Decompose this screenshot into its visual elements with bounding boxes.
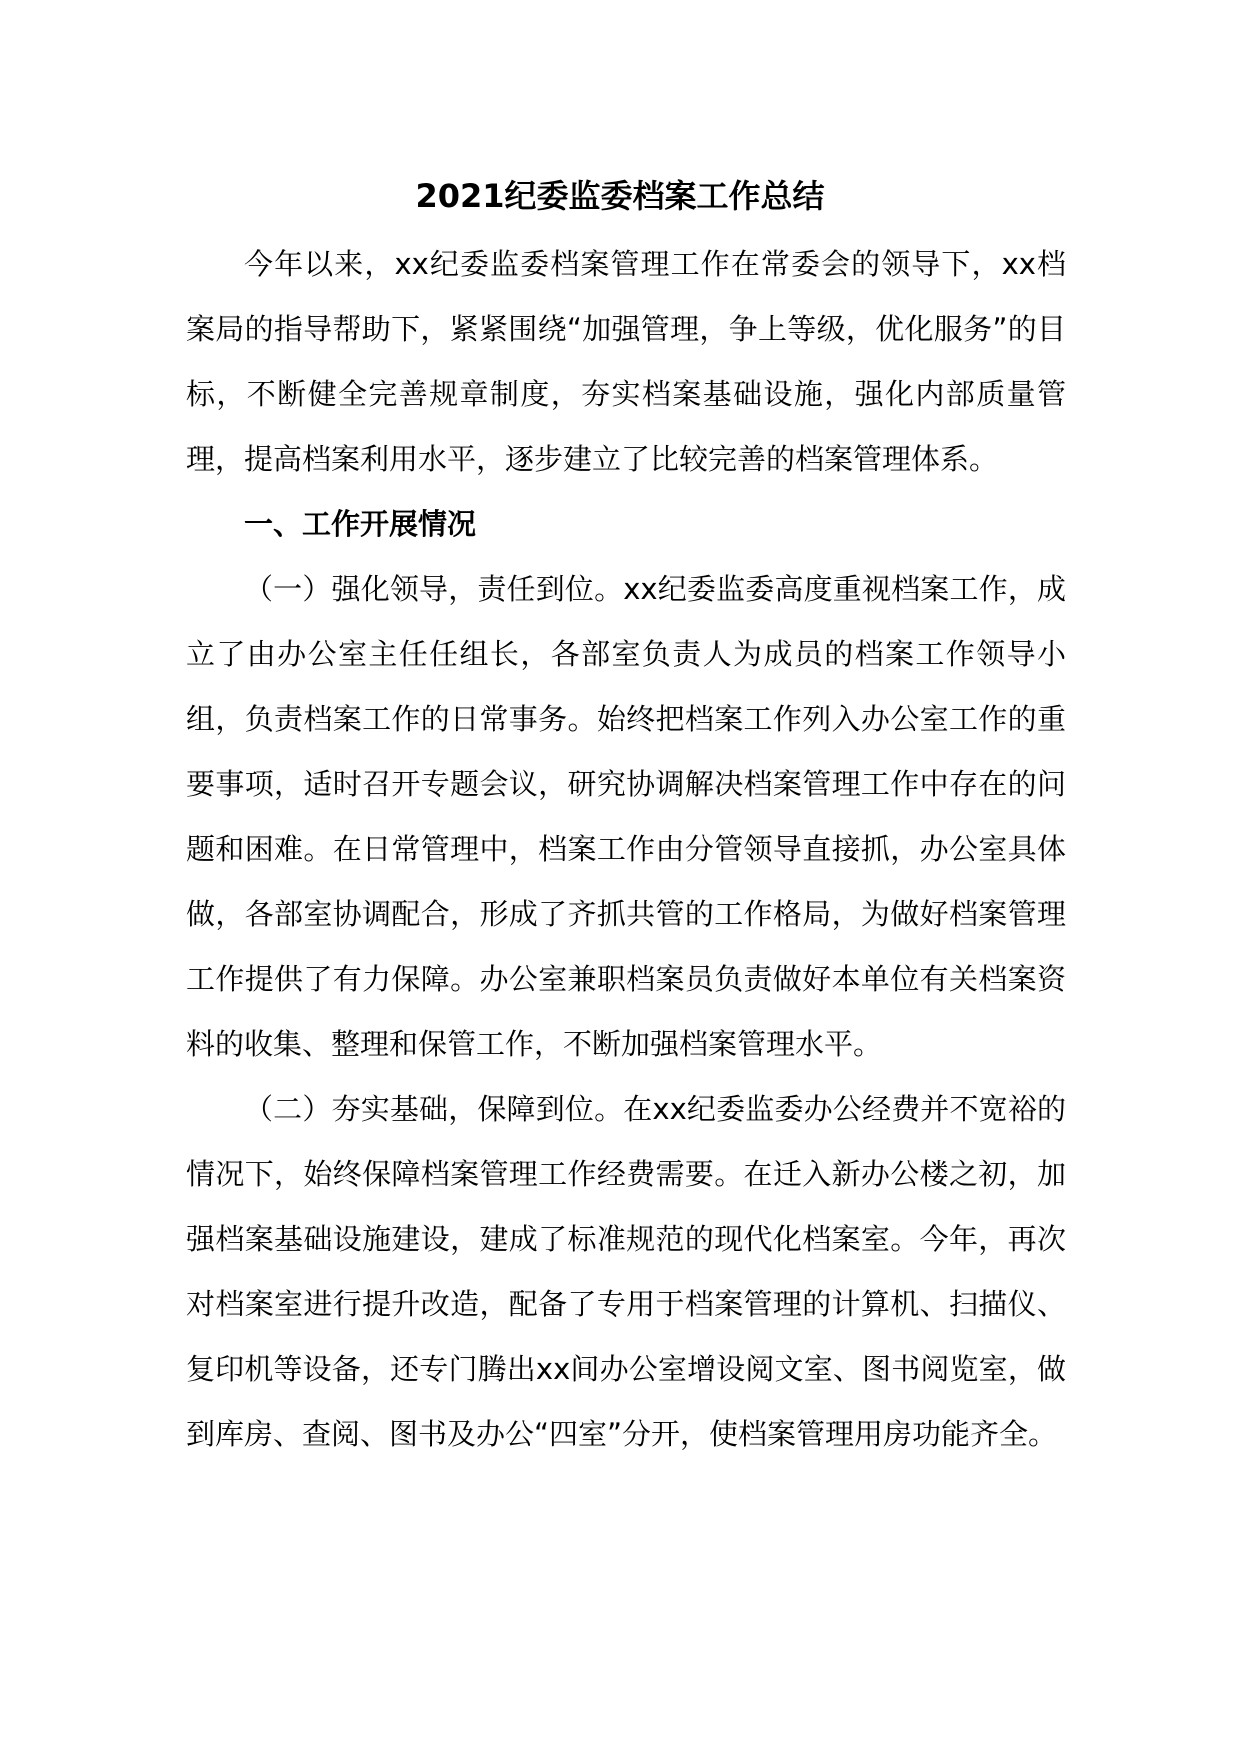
document-title: 2021纪委监委档案工作总结 bbox=[415, 177, 825, 215]
paragraph-intro: 今年以来，xx纪委监委档案管理工作在常委会的领导下，xx档案局的指导帮助下，紧紧围绕“加强管理，争上等级，优化服务”的目标，不断健全完善规章制度，夯实档案基础设施，强化内部质量管理，提高档案利用水平，逐步建立了比较完善的档案管理体系。 bbox=[186, 247, 1066, 476]
paragraph-foundation: （二）夯实基础，保障到位。在xx纪委监委办公经费并不宽裕的情况下，始终保障档案管理工作经费需要。在迁入新办公楼之初，加强档案基础设施建设，建成了标准规范的现代化档案室。今年，再次对档案室进行提升改造，配备了专用于档案管理的计算机、扫描仪、复印机等设备，还专门腾出xx间办公室增设阅文室、图书阅览室，做到库房、查阅、图书及办公“四室”分开，使档案管理用房功能齐全。 bbox=[186, 1092, 1066, 1451]
paragraph-leadership: （一）强化领导，责任到位。xx纪委监委高度重视档案工作，成立了由办公室主任任组长，各部室负责人为成员的档案工作领导小组，负责档案工作的日常事务。始终把档案工作列入办公室工作的重要事项，适时召开专题会议，研究协调解决档案管理工作中存在的问题和困难。在日常管理中，档案工作由分管领导直接抓，办公室具体做，各部室协调配合，形成了齐抓共管的工作格局，为做好档案管理工作提供了有力保障。办公室兼职档案员负责做好本单位有关档案资料的收集、整理和保管工作，不断加强档案管理水平。 bbox=[186, 572, 1066, 1061]
document-body bbox=[186, 232, 1066, 1467]
section-heading: 一、工作开展情况 bbox=[244, 507, 477, 541]
